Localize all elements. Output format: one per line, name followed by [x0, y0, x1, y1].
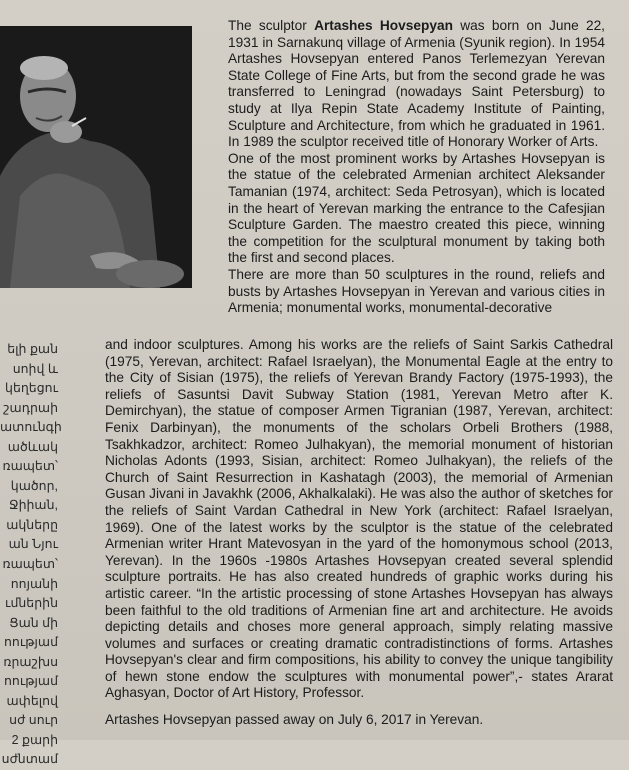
- armenian-fragment: ածևակ: [7, 439, 58, 454]
- intro-paragraph: The sculptor Artashes Hovsepyan was born on June 22, 1931 in Sarnakunq village of Armenia (Syunik region). In 1954 Artashes Hovsepyan entered Panos Terlemezyan Yerevan State College of Fine Arts, but from the second grade he was transferred to Leningrad (nowadays Saint Petersburg) to study at Ilya Repin State Academy Institute of Painting, Sculpture and Architecture, from which he graduated in 1961. In 1989 the sculptor received title of Honorary Worker of Arts.: [228, 18, 605, 150]
- armenian-fragment: սոիվ և: [12, 361, 58, 376]
- armenian-fragment: ատունգի: [0, 420, 62, 435]
- armenian-fragment: սժ սուր: [9, 713, 58, 728]
- armenian-fragment: ելի քան: [7, 342, 58, 356]
- portrait-photo: [0, 26, 192, 288]
- works-paragraph-continued: and indoor sculptures. Among his works are the reliefs of Saint Sarkis Cathedral (1975, Yerevan, architect: Rafael Israelyan), the Monumental Eagle at the entry to the City of Sisian (1975), the reliefs of Yerevan Brandy Factory (1975-1993), the reliefs of Sasuntsi Davit Subway Station (1981, Yerevan Metro after K. Demirchyan), the statue of composer Armen Tigranian (1987, Yerevan, architect: Fenix Darbinyan), the monuments of the scholars Orbeli Brothers (1988, Tsakhkadzor, architect: Romeo Julhakyan), the memorial monument of historian Nicholas Adonts (1993, Sisian, architect: Romeo Julhakyan), the reliefs of the Church of Saint Resurrection in Kashatagh (2003), the memorial of Armenian Gusan Jivani in Javakhk (2006, Akhalkalaki). He was also the author of sketches for the reliefs of Saint Vardan Cathedral in New York (architect: Rafael Israelyan, 1969). One of the latest works by the sculptor is the statue of the celebrated Armenian writer Hrant Matevosyan in the yard of the homonymous school (2013, Yerevan). In the 1960s -1980s Artashes Hovsepyan created several splendid sculpture portraits. He has also created hundreds of graphic works during his artistic career. “In the artistic processing of stone Artashes Hovsepyan has always been faithful to the old traditions of Armenian fine art and architecture. He avoids depicting details and choses more general approach, simply relating massive volumes and surfaces or creating dramatic contradistinctions of forms. Artashes Hovsepyan's clear and firm compositions, his ability to convey the unique tangibility of hewn stone endow the sculptures with monumental power”,- states Ararat Aghasyan, Doctor of Art History, Professor.: [105, 337, 613, 701]
- armenian-fragment: ոոյանի: [10, 576, 58, 591]
- final-line: Artashes Hovsepyan passed away on July 6, 2017 in Yerevan.: [105, 712, 484, 727]
- portrait-drawing: [0, 26, 192, 288]
- armenian-fragment: ռրաշխս: [3, 654, 58, 669]
- biography-column-bottom: [105, 337, 613, 702]
- armenian-fragment: 2 քարի: [11, 732, 58, 747]
- armenian-fragment: ռապետ՝: [2, 557, 58, 572]
- works-paragraph-start: There are more than 50 sculptures in the round, reliefs and busts by Artashes Hovsepyan in Yerevan and various cities in Armenia; monumental works, monumental-decorative: [228, 266, 605, 316]
- armenian-fragment: սժնտամ: [1, 752, 58, 767]
- armenian-fragment: ան Նյու: [8, 537, 58, 552]
- armenian-fragment: կածոր,: [10, 478, 58, 493]
- armenian-fragment: ակները: [6, 517, 58, 532]
- armenian-fragment: ափելով: [6, 693, 58, 708]
- armenian-fragment: շադրաի: [3, 400, 58, 415]
- armenian-fragment: ւմներին: [5, 596, 58, 611]
- armenian-fragment: ռապետ՝: [2, 459, 58, 474]
- armenian-fragment: ոությամ: [4, 635, 58, 650]
- armenian-text-column: [0, 340, 62, 767]
- prominent-works-paragraph: One of the most prominent works by Artashes Hovsepyan is the statue of the celebrated Armenian architect Aleksander Tamanian (1974, architect: Seda Petrosyan), which is located in the heart of Yerevan marking the entrance to the Cafesjian Sculpture Garden. The maestro created this piece, winning the competition for the sculptural monument by taking both the first and second places.: [228, 150, 605, 266]
- armenian-fragment: ոությամ: [4, 674, 58, 689]
- armenian-fragment: Ջիիան,: [8, 498, 58, 513]
- sculptor-name: Artashes Hovsepyan: [314, 18, 453, 33]
- armenian-fragment: կեղեցու: [5, 381, 58, 396]
- armenian-fragment: Ցան մի: [9, 615, 58, 630]
- biography-column-top: [228, 18, 605, 317]
